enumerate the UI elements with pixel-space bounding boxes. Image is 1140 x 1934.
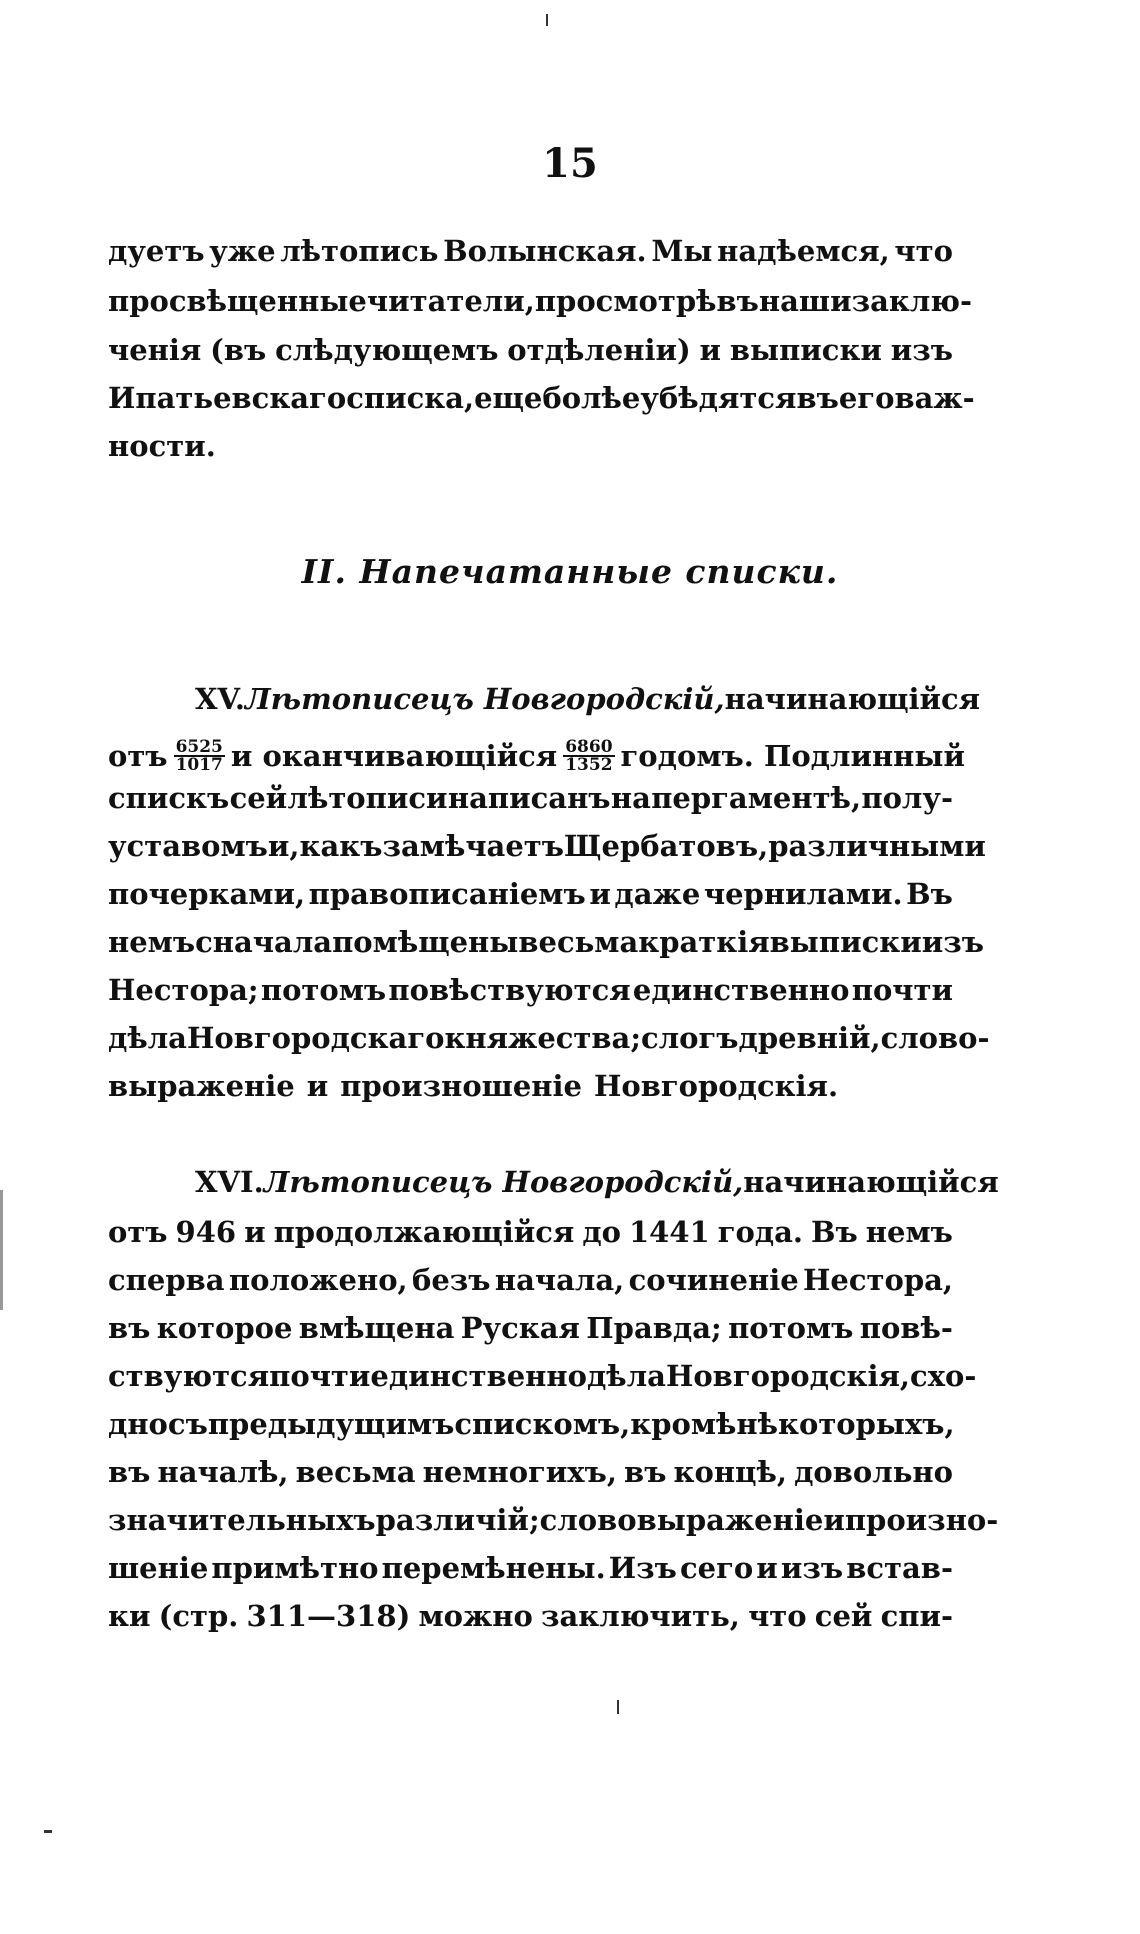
word: болѣе [542,381,641,415]
word: читатели, [366,284,535,318]
text-line [108,284,973,332]
word: (въ [210,333,267,367]
word: Новгородскаго [186,1021,445,1055]
word: важ- [894,381,975,415]
word: можно [418,1599,533,1633]
text-line [108,1407,953,1455]
word: наши [758,284,852,318]
word: Изъ [608,1551,677,1585]
word: весьма [518,925,639,959]
text-line [108,781,953,829]
word: въ [796,381,839,415]
word: концѣ, [673,1455,787,1489]
word: Волынская. [443,234,647,268]
word: Правда; [586,1311,722,1345]
text-line [108,973,953,1021]
chronicle-title: Лѣтописецъ Новгородскій, [263,1165,744,1199]
word: различій; [375,1503,540,1537]
text-line [108,381,975,429]
chronicle-title: Лѣтописецъ Новгородскій, [245,682,725,716]
word: какъ [299,829,383,863]
word: различными [768,829,986,863]
text-line [108,877,953,925]
word: Новгородскія. [593,1069,839,1103]
word: списка, [346,381,475,415]
page-number: 15 [542,140,598,187]
word: Ипатьевскаго [108,381,347,415]
word: немногихъ, [422,1455,617,1489]
word: положено, [228,1263,408,1297]
word: еще [474,381,543,415]
fraction-numerator: 6525 [175,737,223,757]
word: предыдущимъ [207,1407,455,1441]
fraction-denominator: 1017 [175,755,223,775]
word: сочиненіе [628,1263,799,1297]
word: и [823,1503,845,1537]
word: и [306,1069,329,1103]
word: потомъ [728,1311,854,1345]
word: начала, [494,1263,625,1297]
text-line [108,829,986,877]
word: 311—318) [246,1599,411,1633]
word: замѣчаетъ [382,829,565,863]
word: выписки [729,333,882,367]
word: что [894,234,953,268]
text-line [108,1263,953,1311]
word: безъ [411,1263,491,1297]
text-line [108,429,953,477]
word: сей [814,1599,873,1633]
word: лѣтопись [280,234,439,268]
word: сперва [108,1263,225,1297]
text-line [108,1021,990,1069]
word: Въ [906,877,953,911]
word: 946 [175,1215,237,1249]
text-line [108,234,953,282]
word: слѣдующемъ [275,333,499,367]
word: и [244,1215,266,1249]
word: которое [156,1311,293,1345]
word: чернилами. [703,877,903,911]
word: вмѣщена [298,1311,455,1345]
paragraph-first-line [195,682,981,730]
text-fragment: и оканчивающійся [230,739,558,773]
text-line [108,1069,953,1117]
word: сей [229,781,288,815]
word: встав- [846,1551,953,1585]
word: нѣкоторыхъ, [736,1407,955,1441]
word: выраженіе [108,1069,295,1103]
word: почерками, [108,877,306,911]
word: спискомъ, [454,1407,631,1441]
word: года. [717,1215,804,1249]
word: въ [108,1311,151,1345]
word: почти [851,973,953,1007]
word: Новгородскія, [665,1359,911,1393]
word: даже [614,877,701,911]
word: въ [108,1455,151,1489]
word: уже [209,234,276,268]
word: правописаніемъ [308,877,586,911]
word: значительныхъ [108,1503,376,1537]
text-fragment: начинающійся [724,682,981,716]
text-line [108,1551,953,1599]
word: съ [167,1407,208,1441]
word: княжества; [444,1021,642,1055]
word: дуетъ [108,234,205,268]
text-fragment: годомъ. Подлинный [620,739,965,773]
word: примѣтно [211,1551,379,1585]
word: на [610,781,651,815]
word: продолжающійся [273,1215,575,1249]
scan-speck [546,14,548,26]
text-line [108,1503,999,1551]
word: Мы [651,234,713,268]
word: весьма [295,1455,416,1489]
word: пергаментѣ, [651,781,862,815]
word: убѣдятся [640,381,797,415]
text-line [108,925,984,973]
word: древній, [738,1021,881,1055]
word: помѣщены [332,925,519,959]
word: слово- [880,1021,990,1055]
word: дно [108,1407,168,1441]
word: до [582,1215,621,1249]
word: его [838,381,895,415]
word: отъ [108,1215,168,1249]
word: спи- [880,1599,953,1633]
word: изъ [890,333,953,367]
word: почти [269,1359,371,1393]
word: схо- [910,1359,977,1393]
word: уставомъ [108,829,268,863]
word: Въ [811,1215,858,1249]
word: Нестора, [803,1263,953,1297]
text-line [108,1215,953,1263]
word: единственно [632,973,850,1007]
section-number: XVI. [195,1165,264,1199]
word: Нестора; [108,973,259,1007]
word: слововыраженіе [539,1503,824,1537]
scan-edge-mark [0,1190,3,1310]
word: просмотрѣвъ [534,284,759,318]
section-heading: II. Напечатанные списки. [301,552,839,591]
word: и [756,1551,778,1585]
word: шеніе [108,1551,209,1585]
word: написанъ [447,781,611,815]
word: надѣемся, [717,234,890,268]
word: отдѣленіи) [507,333,691,367]
word: Щербатовъ, [564,829,769,863]
word: просвѣщенные [108,284,367,318]
text-fragment: отъ [108,739,168,773]
word: дѣла [586,1359,666,1393]
word: немъ [865,1215,953,1249]
word: изъ [921,925,984,959]
word: ности. [108,429,216,463]
word: выписки [769,925,922,959]
text-line-with-fractions [108,732,965,780]
word: Руская [460,1311,580,1345]
word: лѣтописи [287,781,448,815]
word: сего [679,1551,754,1585]
word: изъ [780,1551,844,1585]
word: что [748,1599,807,1633]
word: и, [267,829,300,863]
date-fraction [174,739,225,773]
word: и [589,877,611,911]
word: (стр. [158,1599,239,1633]
text-fragment: начинающійся [743,1165,999,1199]
fraction-numerator: 6860 [565,737,613,757]
word: ки [108,1599,151,1633]
word: сначала [195,925,333,959]
word: перемѣнены. [381,1551,606,1585]
paragraph-first-line [195,1165,999,1213]
date-fraction [563,739,614,773]
word: произно- [844,1503,999,1537]
text-line [108,1455,953,1503]
word: 1441 [628,1215,710,1249]
word: ствуются [108,1359,270,1393]
fraction-denominator: 1352 [565,755,613,775]
word: единственно [370,1359,587,1393]
scan-speck [44,1830,52,1833]
word: и [699,333,722,367]
word: повѣ- [859,1311,953,1345]
word: въ [624,1455,667,1489]
word: немъ [108,925,196,959]
word: дѣла [108,1021,187,1055]
word: полу- [861,781,953,815]
word: слогъ [641,1021,739,1055]
word: повѣствуются [388,973,631,1007]
word: спискъ [108,781,230,815]
section-number: XV. [195,682,246,716]
word: заключить, [541,1599,740,1633]
word: началѣ, [157,1455,289,1489]
word: заклю- [851,284,973,318]
text-line [108,1311,953,1359]
word: довольно [794,1455,953,1489]
text-line [108,1359,977,1407]
text-line [108,333,953,381]
word: кромѣ [630,1407,737,1441]
word: краткія [638,925,770,959]
text-line [108,1599,953,1647]
word: ченія [108,333,202,367]
word: потомъ [260,973,387,1007]
scan-speck [617,1700,619,1714]
word: произношеніе [340,1069,582,1103]
